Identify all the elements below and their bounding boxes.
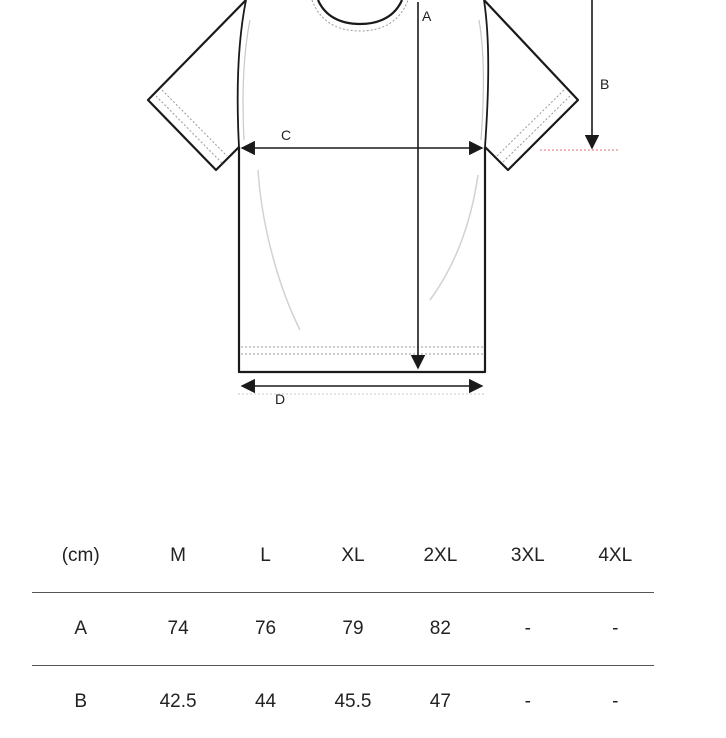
- cell-b-2xl: 47: [402, 666, 479, 738]
- collar: [318, 0, 402, 24]
- cell-b-3xl: -: [479, 666, 576, 738]
- right-armhole-shadow: [479, 20, 483, 140]
- right-armhole: [484, 0, 488, 147]
- size-header-xl: XL: [304, 520, 401, 593]
- label-b: B: [600, 76, 609, 92]
- right-sleeve: [484, 0, 578, 170]
- body-outline: [239, 147, 485, 372]
- row-label-a: A: [32, 593, 129, 666]
- cell-b-m: 42.5: [129, 666, 226, 738]
- table-header-row: [32, 520, 654, 593]
- size-header-m: M: [129, 520, 226, 593]
- size-header-2xl: 2XL: [402, 520, 479, 593]
- cell-a-2xl: 82: [402, 593, 479, 666]
- cell-b-xl: 45.5: [304, 666, 401, 738]
- size-table: [32, 520, 654, 738]
- label-c: C: [281, 127, 291, 143]
- cell-b-l: 44: [227, 666, 304, 738]
- cell-a-m: 74: [129, 593, 226, 666]
- fold-shadow-right: [430, 175, 478, 300]
- fold-shadow-left: [258, 170, 300, 330]
- cell-a-l: 76: [227, 593, 304, 666]
- left-armhole-shadow: [243, 20, 250, 140]
- label-a: A: [422, 8, 432, 24]
- size-header-l: L: [227, 520, 304, 593]
- collar-stitch: [312, 0, 408, 31]
- size-header-3xl: 3XL: [479, 520, 576, 593]
- left-sleeve-hem-stitch: [156, 90, 227, 163]
- cell-a-4xl: -: [577, 593, 655, 666]
- left-sleeve: [148, 0, 246, 170]
- label-d: D: [275, 391, 285, 407]
- cell-a-3xl: -: [479, 593, 576, 666]
- cell-a-xl: 79: [304, 593, 401, 666]
- row-label-b: B: [32, 666, 129, 738]
- left-armhole: [238, 0, 246, 147]
- table-row: [32, 593, 654, 666]
- tshirt-outline: [148, 0, 578, 372]
- dimension-arrows: [238, 0, 618, 407]
- unit-label: (cm): [32, 520, 129, 593]
- cell-b-4xl: -: [577, 666, 655, 738]
- size-header-4xl: 4XL: [577, 520, 655, 593]
- right-sleeve-hem-stitch: [497, 90, 570, 163]
- table-row: [32, 666, 654, 738]
